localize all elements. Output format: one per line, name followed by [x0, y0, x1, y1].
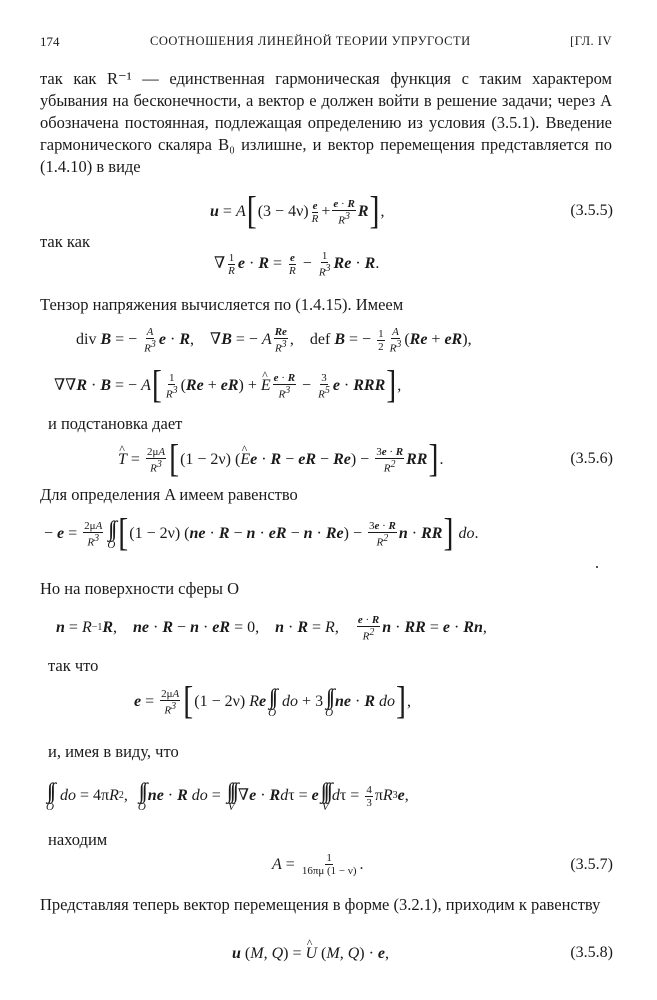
equation-div-b: div B = − $\frac{A}{R^3}$ e · R , ∇ B = − A $\frac{Re}{R^3}$ , def B = − $\frac{1}{2}$ $\frac{A}{R^3}$ ( Re + eR ), — [76, 326, 472, 355]
find-label: находим — [48, 830, 108, 849]
running-title: СООТНОШЕНИЯ ЛИНЕЙНОЙ ТЕОРИИ УПРУГОСТИ — [150, 34, 471, 48]
equation-sphere: n = R −1 R , ne · R − n · eR = 0, n · R = R , $\frac{e \cdot R}{R^2}$ n · RR = e · Rn , — [56, 614, 487, 643]
so-that-label-2: так что — [48, 656, 99, 675]
equation-number-3-5-8: (3.5.8) — [570, 944, 613, 961]
equation-3-5-7: A = $\frac{1}{16\pi\mu (1 - \nu)}$ . — [272, 852, 364, 877]
equation-number-3-5-6: (3.5.6) — [570, 450, 613, 467]
equation-3-5-8: u ( M , Q ) = ^ U ( M , Q ) · e , — [232, 944, 389, 964]
equation-e-integral: − e = $\frac{2\mu A}{R^3}$ ∫∫ O [ (1 − 2ν) ( ne · R − n · eR − n · Re ) − $\frac{3e \cdot R}{R^2}$ n · RR ] do . — [44, 511, 479, 555]
paragraph-5-text: Представляя теперь вектор перемещения в форме (3.2.1), приходим к равенству — [40, 895, 601, 914]
paragraph-1-text: так как R⁻¹ — единственная гармоническая функция с таким характером убывания на бесконечности, а вектор e должен войти в решение задачи; через A обозначена постоянная, подлежащая определению из условия (3.5.1). Введение гармонического скаляра B₀ излишне, и вектор перемещения представляется по (1.4.10) в виде — [40, 69, 612, 176]
equation-3-5-6: ^ T = $\frac{2\mu A}{R^3}$ [ (1 − 2ν) ( ^ E e · R − eR − Re ) − $\frac{3e \cdot R}{R^2}$ RR ] . — [118, 446, 443, 475]
paragraph-1 — [40, 68, 612, 178]
equation-number-3-5-7: (3.5.7) — [570, 856, 613, 873]
paragraph-3-text: Для определения A имеем равенство — [40, 485, 298, 504]
paragraph-3 — [40, 484, 612, 506]
equation-e-sphere: e = $\frac{2\mu A}{R^3}$ [ (1 − 2ν) R e ∫∫ O do + 3 ∫∫ O ne · R do ] , — [134, 679, 412, 723]
paragraph-5 — [40, 894, 612, 916]
so-that-label-1: так как — [40, 232, 90, 251]
print-speck — [596, 566, 598, 568]
equation-grad: ∇ $\frac{1}{R}$ e · R = $\frac{e}{R}$ − $\frac{1}{R^3}$ Re · R . — [214, 250, 380, 279]
paragraph-2-text: Тензор напряжения вычисляется по (1.4.15). Имеем — [40, 295, 404, 314]
equation-integrals: ∫∫ O do = 4π R 2 , ∫∫ O ne · R do = ∫∫∫ V ∇ e · R d τ = e ∫∫∫ V d τ = $\frac{4}{3}$ π R 3 e , — [46, 778, 409, 813]
equation-number-3-5-5: (3.5.5) — [570, 202, 613, 219]
equation-nabla-nabla: ∇∇ R · B = − A [ $\frac{1}{R^3}$ ( Re + eR ) + ^ E $\frac{e \cdot R}{R^3}$ − $\frac{3}{R^5}$ e · RRR ] , — [54, 372, 401, 401]
substitution-label: и подстановка дает — [48, 414, 183, 433]
given-label: и, имея в виду, что — [48, 742, 179, 761]
equation-3-5-5: u = A [ (3 − 4ν) $\frac{e}{R}$ + $\frac{e \cdot R}{R^3}$ R ] , — [210, 190, 385, 234]
page-header — [40, 34, 612, 54]
chapter-label: [ГЛ. IV — [570, 34, 612, 48]
paragraph-2 — [40, 294, 612, 316]
page-number: 174 — [40, 34, 60, 49]
paragraph-4-text: Но на поверхности сферы O — [40, 579, 240, 598]
paragraph-4 — [40, 578, 612, 600]
